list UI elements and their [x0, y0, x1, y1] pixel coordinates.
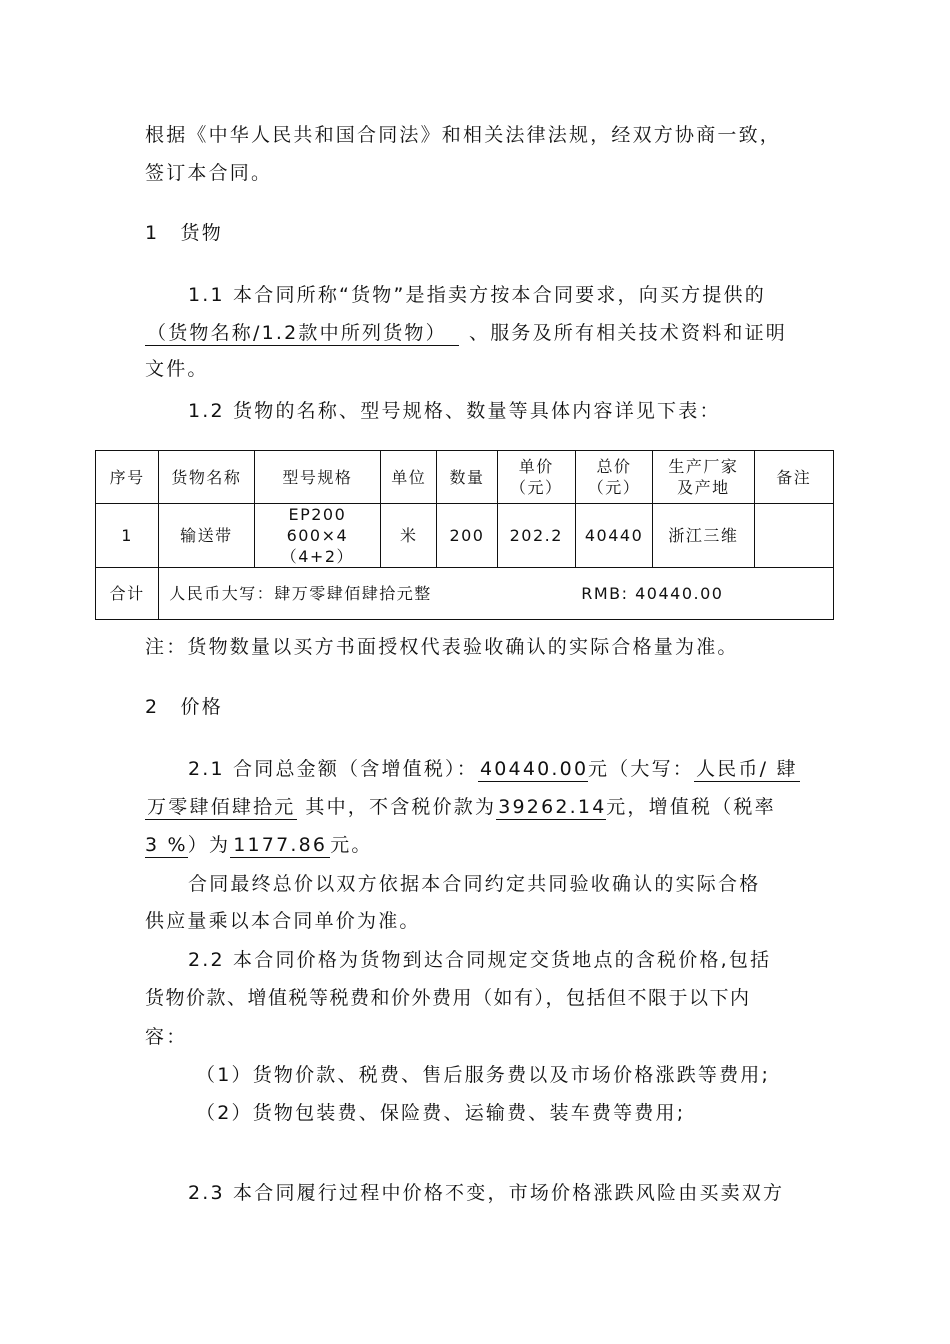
clause-2-1-text-b: 元（大写： [587, 758, 694, 780]
clause-2-1-line-1 [188, 756, 800, 782]
intro-line-2: 签订本合同。 [145, 162, 273, 184]
clause-2-2-line-1: 2.2 本合同价格为货物到达合同规定交货地点的含税价格,包括 [188, 949, 772, 971]
sum-rmb: RMB: 40440.00 [581, 584, 724, 603]
cell-name: 输送带 [159, 504, 254, 568]
total-amount-field: 40440.00 [479, 758, 589, 780]
clause-2-1-text-e: ）为 [187, 834, 231, 856]
clause-2-1-text-f: 元。 [330, 834, 373, 856]
intro-line-1: 根据《中华人民共和国合同法》和相关法律法规，经双方协商一致， [145, 124, 782, 146]
header-model: 型号规格 [254, 451, 381, 504]
cell-model-line-2: 600×4（4+2） [280, 526, 355, 566]
clause-1-2: 1.2 货物的名称、型号规格、数量等具体内容详见下表： [188, 400, 721, 422]
cell-total: 40440 [575, 504, 652, 568]
header-total [575, 451, 652, 504]
sum-content [159, 568, 834, 620]
header-price [497, 451, 575, 504]
amount-words-field-2: 万零肆佰肆拾元 [147, 796, 296, 818]
clause-2-2-line-2: 货物价款、增值税等税费和价外费用（如有），包括但不限于以下内 [145, 987, 751, 1009]
header-seq: 序号 [96, 451, 159, 504]
clause-2-1-line-3 [145, 832, 373, 858]
clause-1-1-line-3: 文件。 [145, 358, 209, 380]
clause-1-1-line-2-rest: 、服务及所有相关技术资料和证明 [469, 322, 788, 344]
cell-model [254, 504, 381, 568]
amount-words-field-1: 人民币/ 肆 [695, 758, 798, 780]
cell-seq: 1 [96, 504, 159, 568]
clause-2-1-text-a: 2.1 合同总金额（含增值税）： [188, 758, 478, 780]
header-maker-line-1: 生产厂家 [668, 457, 739, 476]
header-price-line-1: 单价 [518, 457, 554, 476]
tax-rate-field: 3 % [145, 834, 188, 856]
clause-2-2-line-3: 容： [145, 1026, 188, 1048]
final-price-line-1: 合同最终总价以双方依据本合同约定共同验收确认的实际合格 [188, 873, 761, 895]
goods-note: 注：货物数量以买方书面授权代表验收确认的实际合格量为准。 [145, 636, 739, 658]
clause-2-3: 2.3 本合同履行过程中价格不变，市场价格涨跌风险由买卖双方 [188, 1182, 785, 1204]
sum-words: 人民币大写：肆万零肆佰肆拾元整 [169, 584, 432, 603]
clause-1-1-line-2 [145, 320, 787, 346]
table-sum-row [96, 568, 834, 620]
tax-amount-field: 1177.86 [230, 833, 330, 858]
clause-2-1-text-d: 元，增值税（税率 [606, 796, 776, 818]
sum-label: 合计 [96, 568, 159, 620]
clause-2-1-line-2 [145, 794, 776, 820]
header-remark: 备注 [754, 451, 833, 504]
table-row [96, 504, 834, 568]
cell-model-line-1: EP200 [288, 505, 347, 524]
table-header-row [96, 451, 834, 504]
clause-2-1-text-c: 其中，不含税价款为 [305, 796, 497, 818]
section-2-heading: 2 价格 [145, 696, 223, 718]
cell-unit: 米 [381, 504, 437, 568]
cell-maker: 浙江三维 [653, 504, 754, 568]
price-item-1: （1）货物价款、税费、售后服务费以及市场价格涨跌等费用; [196, 1064, 771, 1086]
goods-table [95, 450, 834, 620]
section-1-heading: 1 货物 [145, 222, 223, 244]
price-item-2: （2）货物包装费、保险费、运输费、装车费等费用; [196, 1102, 686, 1124]
goods-name-underlined: （货物名称/1.2款中所列货物） [145, 321, 459, 346]
cell-remark [754, 504, 833, 568]
header-maker [653, 451, 754, 504]
pretax-amount-field: 39262.14 [498, 796, 607, 818]
clause-1-1-line-1: 1.1 本合同所称“货物”是指卖方按本合同要求，向买方提供的 [188, 284, 766, 306]
header-total-line-1: 总价 [596, 457, 632, 476]
final-price-line-2: 供应量乘以本合同单价为准。 [145, 910, 421, 932]
header-unit: 单位 [381, 451, 437, 504]
header-qty: 数量 [437, 451, 497, 504]
header-name: 货物名称 [159, 451, 254, 504]
header-price-line-2: （元） [509, 478, 563, 497]
cell-price: 202.2 [497, 504, 575, 568]
header-maker-line-2: 及产地 [677, 478, 730, 497]
cell-qty: 200 [437, 504, 497, 568]
header-total-line-2: （元） [587, 478, 641, 497]
